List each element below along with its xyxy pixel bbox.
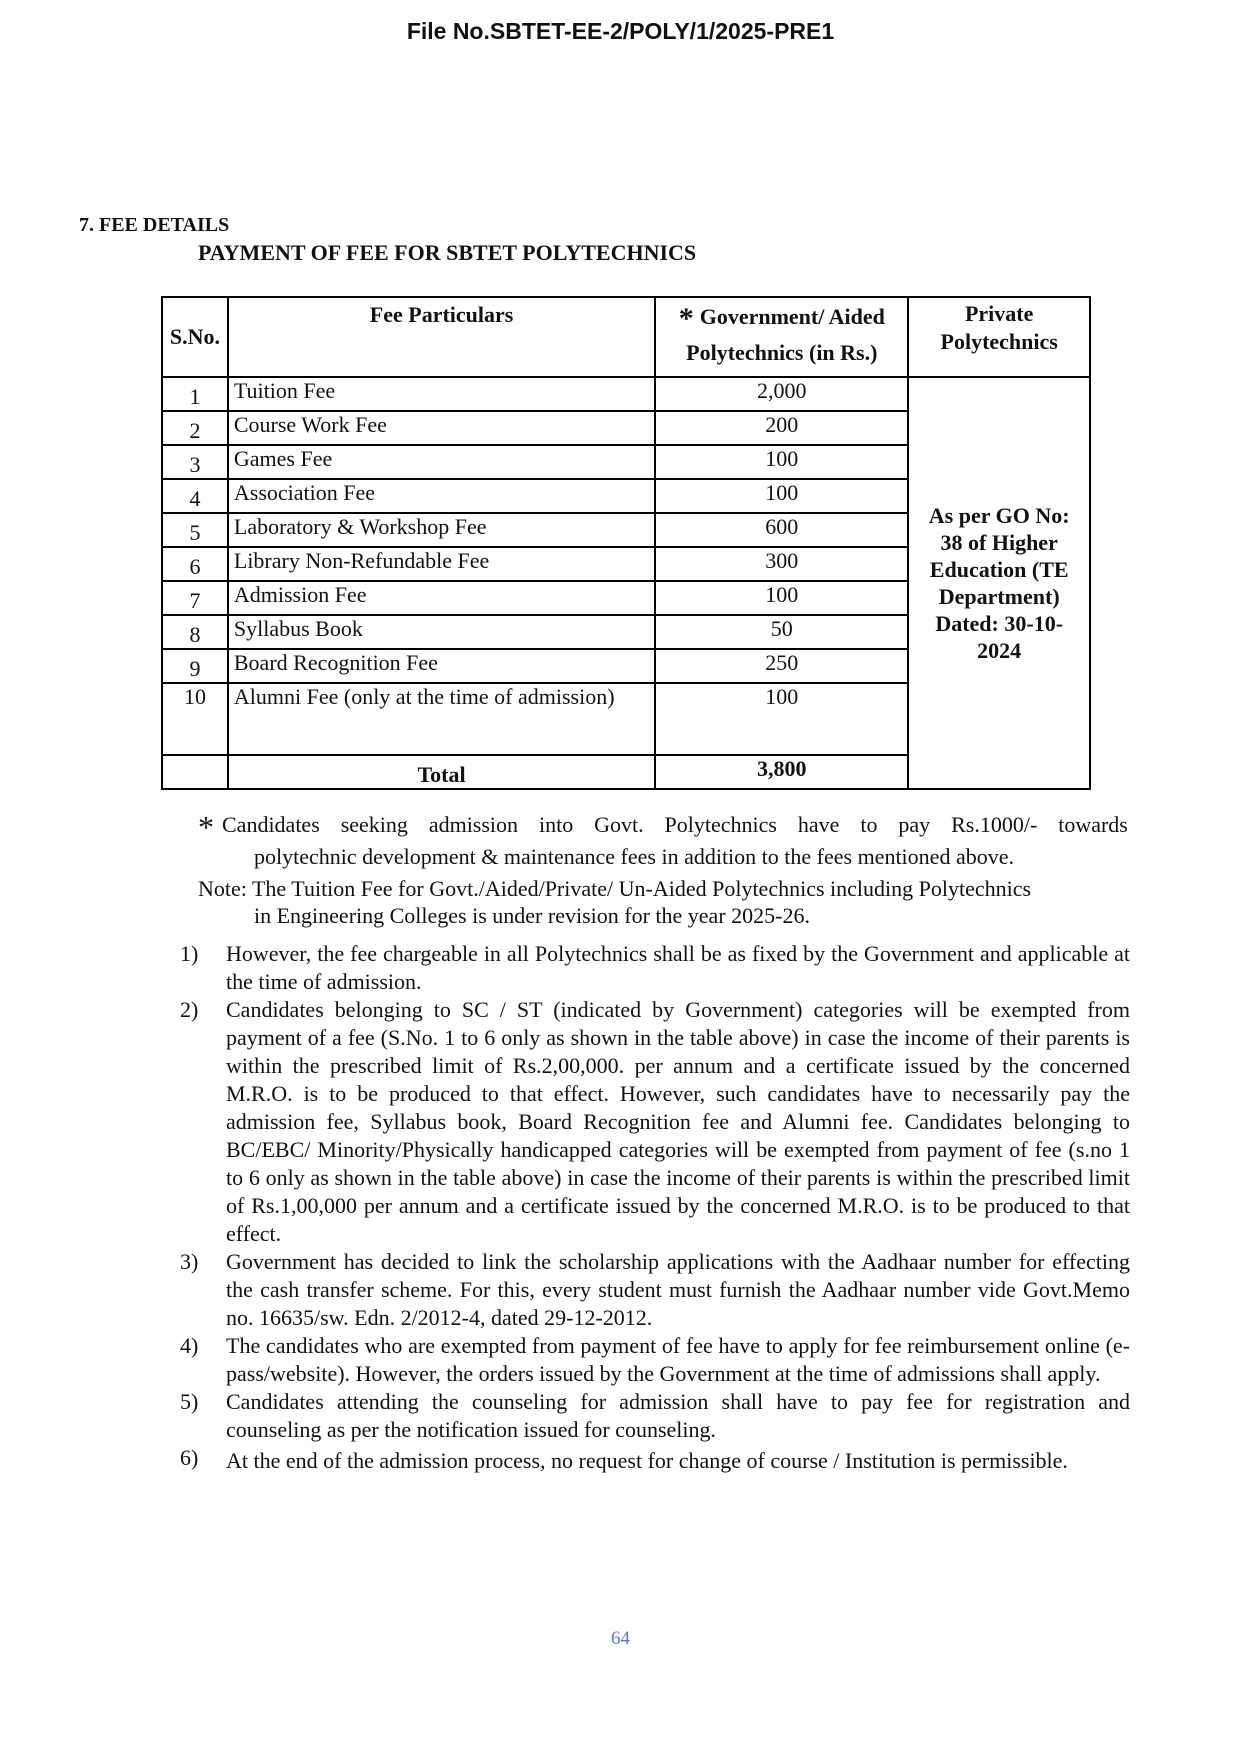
row-particular: Association Fee: [228, 479, 655, 513]
list-item: [180, 1332, 1130, 1388]
list-item: [180, 1388, 1130, 1444]
file-number-header: File No.SBTET-EE-2/POLY/1/2025-PRE1: [406, 18, 835, 44]
header-sno: S.No.: [162, 297, 228, 377]
row-particular: Admission Fee: [228, 581, 655, 615]
total-amount: 3,800: [655, 755, 908, 789]
fee-conditions-list: [180, 940, 1130, 1478]
asterisk-symbol: *: [198, 809, 214, 845]
list-item: [180, 1444, 1130, 1478]
asterisk-note-word: Polytechnics: [664, 812, 777, 837]
asterisk-note-line1: [198, 809, 1128, 845]
asterisk-note-word: to: [860, 812, 878, 837]
row-sno: 1: [162, 377, 228, 411]
asterisk-note: [198, 810, 1128, 871]
header-asterisk: *: [678, 302, 694, 335]
list-item-number: 1): [180, 941, 199, 966]
row-particular: Board Recognition Fee: [228, 649, 655, 683]
asterisk-note-word: into: [538, 812, 574, 837]
fee-table-header-row: [162, 297, 1090, 377]
row-amount: 200: [655, 411, 908, 445]
header-government-aided: [655, 297, 908, 377]
row-particular: Tuition Fee: [228, 377, 655, 411]
asterisk-note-word: * Candidates: [198, 809, 320, 845]
row-sno: 5: [162, 513, 228, 547]
list-item-text: The candidates who are exempted from payment of fee have to apply for fee reimbursement online (e-pass/website). However, the orders issued by the Government at the time of admissions shall apply.: [226, 1333, 1130, 1386]
asterisk-note-word: pay: [898, 812, 931, 837]
row-amount: 600: [655, 513, 908, 547]
row-sno: 3: [162, 445, 228, 479]
header-gov-line1: Government/ Aided: [699, 304, 885, 329]
row-amount: 100: [655, 445, 908, 479]
row-particular: Syllabus Book: [228, 615, 655, 649]
row-sno: 2: [162, 411, 228, 445]
row-sno: 10: [162, 683, 228, 755]
list-item-number: 4): [180, 1333, 199, 1358]
list-item-number: 5): [180, 1389, 199, 1414]
row-particular: Library Non-Refundable Fee: [228, 547, 655, 581]
row-particular: Course Work Fee: [228, 411, 655, 445]
list-item-number: 6): [180, 1445, 199, 1470]
asterisk-note-word: Rs.1000/-: [951, 812, 1038, 837]
page-number: 64: [611, 1628, 630, 1649]
total-label: Total: [228, 755, 655, 789]
row-sno: 6: [162, 547, 228, 581]
row-amount: 100: [655, 479, 908, 513]
header-fee-particulars: Fee Particulars: [228, 297, 655, 377]
section-heading: 7. FEE DETAILS: [79, 214, 230, 236]
row-amount: 50: [655, 615, 908, 649]
note-line2: in Engineering Colleges is under revision for the year 2025-26.: [254, 903, 810, 928]
header-gov-line2: Polytechnics (in Rs.): [686, 340, 878, 365]
row-particular: Alumni Fee (only at the time of admission): [228, 683, 655, 755]
row-particular: Laboratory & Workshop Fee: [228, 513, 655, 547]
row-amount: 300: [655, 547, 908, 581]
row-sno: 4: [162, 479, 228, 513]
row-sno: 8: [162, 615, 228, 649]
table-row: [162, 377, 1090, 411]
asterisk-note-word: seeking: [340, 812, 408, 837]
list-item-text: At the end of the admission process, no request for change of course / Institution is permissible.: [226, 1448, 1068, 1473]
fee-table: [161, 296, 1091, 790]
row-amount: 250: [655, 649, 908, 683]
row-sno: 9: [162, 649, 228, 683]
tuition-revision-note: [198, 875, 1128, 929]
private-fee-note: As per GO No: 38 of Higher Education (TE Department) Dated: 30-10-2024: [908, 377, 1090, 789]
asterisk-note-word: Govt.: [594, 812, 644, 837]
note-line1: Note: The Tuition Fee for Govt./Aided/Private/ Un-Aided Polytechnics including Polytechnics: [198, 876, 1032, 901]
table-title: PAYMENT OF FEE FOR SBTET POLYTECHNICS: [198, 240, 697, 265]
row-particular: Games Fee: [228, 445, 655, 479]
asterisk-note-word: towards: [1058, 812, 1128, 837]
asterisk-note-line2: polytechnic development & maintenance fees in addition to the fees mentioned above.: [254, 844, 1014, 869]
list-item-number: 2): [180, 997, 199, 1022]
list-item: [180, 940, 1130, 996]
row-amount: 100: [655, 683, 908, 755]
list-item-text: However, the fee chargeable in all Polytechnics shall be as fixed by the Government and applicable at the time of admission.: [226, 941, 1130, 994]
list-item-number: 3): [180, 1249, 199, 1274]
row-amount: 2,000: [655, 377, 908, 411]
row-sno: 7: [162, 581, 228, 615]
asterisk-note-word: admission: [428, 812, 519, 837]
list-item-text: Candidates attending the counseling for admission shall have to pay fee for registration and counseling as per the notification issued for counseling.: [226, 1389, 1130, 1442]
row-amount: 100: [655, 581, 908, 615]
asterisk-note-word: have: [797, 812, 840, 837]
header-private-polytechnics: Private Polytechnics: [908, 297, 1090, 377]
total-sno-blank: [162, 755, 228, 789]
list-item: [180, 996, 1130, 1248]
list-item-text: Candidates belonging to SC / ST (indicated by Government) categories will be exempted from payment of a fee (S.No. 1 to 6 only as shown in the table above) in case the income of their parents is within the prescribed limit of Rs.2,00,000. per annum and a certificate issued by the concerned M.R.O. is to be produced to that effect. However, such candidates have to necessarily pay the admission fee, Syllabus book, Board Recognition fee and Alumni fee. Candidates belonging to BC/EBC/ Minority/Physically handicapped categories will be exempted from payment of fee (s.no 1 to 6 only as shown in the table above) in case the income of their parents is within the prescribed limit of Rs.1,00,000 per annum and a certificate issued by the concerned M.R.O. is to be produced to that effect.: [226, 997, 1130, 1246]
list-item: [180, 1248, 1130, 1332]
list-item-text: Government has decided to link the scholarship applications with the Aadhaar number for effecting the cash transfer scheme. For this, every student must furnish the Aadhaar number vide Govt.Memo no. 16635/sw. Edn. 2/2012-4, dated 29-12-2012.: [226, 1249, 1130, 1330]
